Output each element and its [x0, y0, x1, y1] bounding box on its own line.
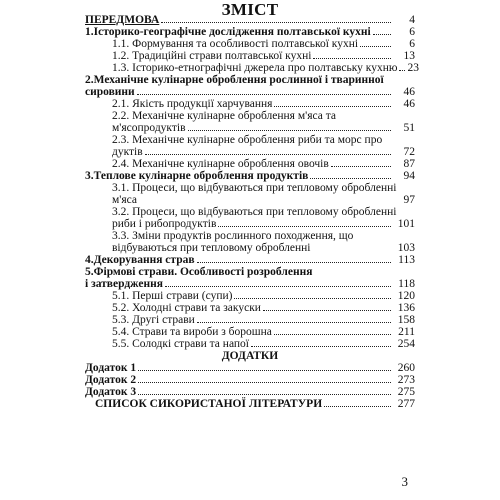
- toc-entry-3-3-line1[interactable]: [85, 230, 415, 242]
- dot-leader: [274, 333, 391, 335]
- dot-leader: [165, 285, 391, 287]
- page-number: 3: [401, 474, 408, 489]
- toc-entry-text: Додаток 1: [85, 362, 137, 374]
- dot-leader: [263, 309, 391, 311]
- toc-entry-2-2-line1[interactable]: [85, 110, 415, 122]
- toc-entry-section-2-line2[interactable]: [85, 86, 415, 98]
- toc-entry-text: 2.Механічне кулінарне оброблення рослинної і тваринної: [85, 74, 384, 86]
- toc-entry-text: 4.Декорування страв: [85, 254, 195, 266]
- toc-entry-text: Додаток 2: [85, 374, 137, 386]
- toc-page-number: 120: [397, 290, 415, 302]
- page-title: ЗМІСТ: [221, 0, 279, 19]
- dot-leader: [188, 129, 391, 131]
- dot-leader: [274, 105, 391, 107]
- toc-entry-2-3-line2[interactable]: [85, 146, 415, 158]
- dot-leader: [251, 345, 391, 347]
- dot-leader: [310, 177, 391, 179]
- toc-entry-text: ПЕРЕДМОВА: [85, 14, 160, 26]
- toc-entry-text: відбуваються при тепловому обробленні: [112, 242, 311, 254]
- dot-leader: [138, 381, 391, 383]
- toc-page-number: 97: [403, 194, 415, 206]
- toc-entry-2-1[interactable]: [85, 98, 415, 110]
- toc-page-number: 273: [397, 374, 415, 386]
- toc-entry-text: 5.Фірмові страви. Особливості розроблення: [85, 266, 313, 278]
- dot-leader: [331, 165, 391, 167]
- dot-leader: [399, 69, 405, 71]
- toc-entry-1-3[interactable]: [85, 62, 419, 74]
- toc-entry-5-1[interactable]: [85, 290, 415, 302]
- dot-leader: [234, 297, 391, 299]
- toc-page-number: 118: [398, 278, 415, 290]
- toc-page-number: 94: [403, 170, 415, 182]
- toc-page-number: 13: [403, 50, 415, 62]
- toc-page-number: 23: [407, 62, 419, 74]
- toc-page-number: 254: [397, 338, 415, 350]
- toc-page-number: 4: [409, 14, 415, 26]
- toc-entry-text: 1.3. Історико-етнографічні джерела про полтавську кухню: [112, 62, 398, 74]
- toc-entry-text: 3.2. Процеси, що відбуваються при тепловому обробленні: [112, 206, 397, 218]
- toc-entry-3-2-line1[interactable]: [85, 206, 415, 218]
- toc-entry-text: 2.1. Якість продукції харчування: [112, 98, 273, 110]
- toc-entry-section-2-line1[interactable]: [85, 74, 415, 86]
- toc-entry-preface[interactable]: [85, 14, 415, 26]
- toc-page-number: 101: [397, 218, 415, 230]
- toc-page-number: 113: [398, 254, 415, 266]
- table-of-contents: [85, 14, 419, 410]
- toc-entry-text: сировини: [85, 86, 135, 98]
- dot-leader: [360, 45, 391, 47]
- toc-entry-appendix-1[interactable]: [85, 362, 415, 374]
- toc-entry-3-3-line2[interactable]: [85, 242, 415, 254]
- toc-heading-appendices[interactable]: [85, 350, 415, 362]
- toc-entry-text: 1.Історико-географічне дослідження полтавської кухні: [85, 26, 371, 38]
- toc-entry-text: і затвердження: [85, 278, 163, 290]
- dot-leader: [197, 321, 391, 323]
- toc-entry-5-4[interactable]: [85, 326, 415, 338]
- toc-entry-references[interactable]: [85, 398, 415, 410]
- toc-page-number: 136: [397, 302, 415, 314]
- toc-entry-section-5-line1[interactable]: [85, 266, 415, 278]
- toc-entry-text: 5.5. Солодкі страви та напої: [112, 338, 249, 350]
- toc-entry-appendix-3[interactable]: [85, 386, 415, 398]
- toc-entry-5-2[interactable]: [85, 302, 415, 314]
- dot-leader: [313, 57, 391, 59]
- toc-entry-section-4[interactable]: [85, 254, 415, 266]
- toc-entry-text: 1.1. Формування та особливості полтавської кухні: [112, 38, 359, 50]
- toc-entry-text: дуктів: [112, 146, 143, 158]
- toc-entry-text: ДОДАТКИ: [221, 350, 279, 362]
- toc-page-number: 6: [409, 26, 415, 38]
- toc-page-number: 211: [398, 326, 415, 338]
- toc-entry-2-2-line2[interactable]: [85, 122, 415, 134]
- toc-page-number: 51: [403, 122, 415, 134]
- toc-entry-1-1[interactable]: [85, 38, 415, 50]
- dot-leader: [324, 405, 391, 407]
- dot-leader: [138, 393, 391, 395]
- toc-page-number: 87: [403, 158, 415, 170]
- toc-page-number: 46: [403, 86, 415, 98]
- toc-page-number: 46: [403, 98, 415, 110]
- toc-entry-3-2-line2[interactable]: [85, 218, 415, 230]
- toc-page-number: 72: [403, 146, 415, 158]
- toc-entry-text: 1.2. Традиційні страви полтавської кухні: [112, 50, 312, 62]
- toc-entry-3-1-line2[interactable]: [85, 194, 415, 206]
- toc-entry-section-5-line2[interactable]: [85, 278, 415, 290]
- dot-leader: [161, 21, 391, 23]
- toc-entry-text: 5.3. Другі страви: [112, 314, 195, 326]
- dot-leader: [197, 261, 391, 263]
- dot-leader: [138, 369, 391, 371]
- toc-entry-text: риби і рибопродуктів: [112, 218, 217, 230]
- toc-entry-section-3[interactable]: [85, 170, 415, 182]
- toc-entry-text: 3.1. Процеси, що відбуваються при тепловому обробленні: [112, 182, 397, 194]
- toc-entry-text: СПИСОК СИКОРИСТАНОЇ ЛІТЕРАТУРИ: [95, 398, 323, 410]
- toc-entry-text: 5.2. Холодні страви та закуски: [112, 302, 261, 314]
- toc-entry-5-3[interactable]: [85, 314, 415, 326]
- dot-leader: [137, 93, 391, 95]
- toc-entry-text: м'ясопродуктів: [112, 122, 186, 134]
- toc-page-number: 275: [397, 386, 415, 398]
- toc-entry-text: 2.4. Механічне кулінарне оброблення овочів: [112, 158, 329, 170]
- toc-entry-text: 5.1. Перші страви (супи): [112, 290, 233, 302]
- toc-page-number: 260: [397, 362, 415, 374]
- toc-entry-text: Додаток 3: [85, 386, 137, 398]
- toc-entry-text: 5.4. Страви та вироби з борошна: [112, 326, 272, 338]
- toc-page-number: 103: [397, 242, 415, 254]
- toc-page-number: 277: [397, 398, 415, 410]
- dot-leader: [373, 33, 391, 35]
- toc-entry-text: 2.3. Механічне кулінарне оброблення риби та морс про: [112, 134, 383, 146]
- toc-entry-text: 2.2. Механічне кулінарне оброблення м'яса та: [112, 110, 336, 122]
- toc-entry-2-3-line1[interactable]: [85, 134, 415, 146]
- dot-leader: [218, 225, 391, 227]
- toc-page-number: 6: [409, 38, 415, 50]
- toc-entry-text: 3.3. Зміни продуктів рослинного походження, що: [112, 230, 354, 242]
- toc-entry-3-1-line1[interactable]: [85, 182, 415, 194]
- toc-entry-text: м'яса: [112, 194, 137, 206]
- toc-entry-section-1[interactable]: [85, 26, 415, 38]
- toc-entry-2-4[interactable]: [85, 158, 415, 170]
- toc-entry-text: 3.Теплове кулінарне оброблення продуктів: [85, 170, 309, 182]
- toc-page-number: 158: [397, 314, 415, 326]
- toc-entry-appendix-2[interactable]: [85, 374, 415, 386]
- dot-leader: [145, 153, 391, 155]
- toc-entry-5-5[interactable]: [85, 338, 415, 350]
- toc-entry-1-2[interactable]: [85, 50, 415, 62]
